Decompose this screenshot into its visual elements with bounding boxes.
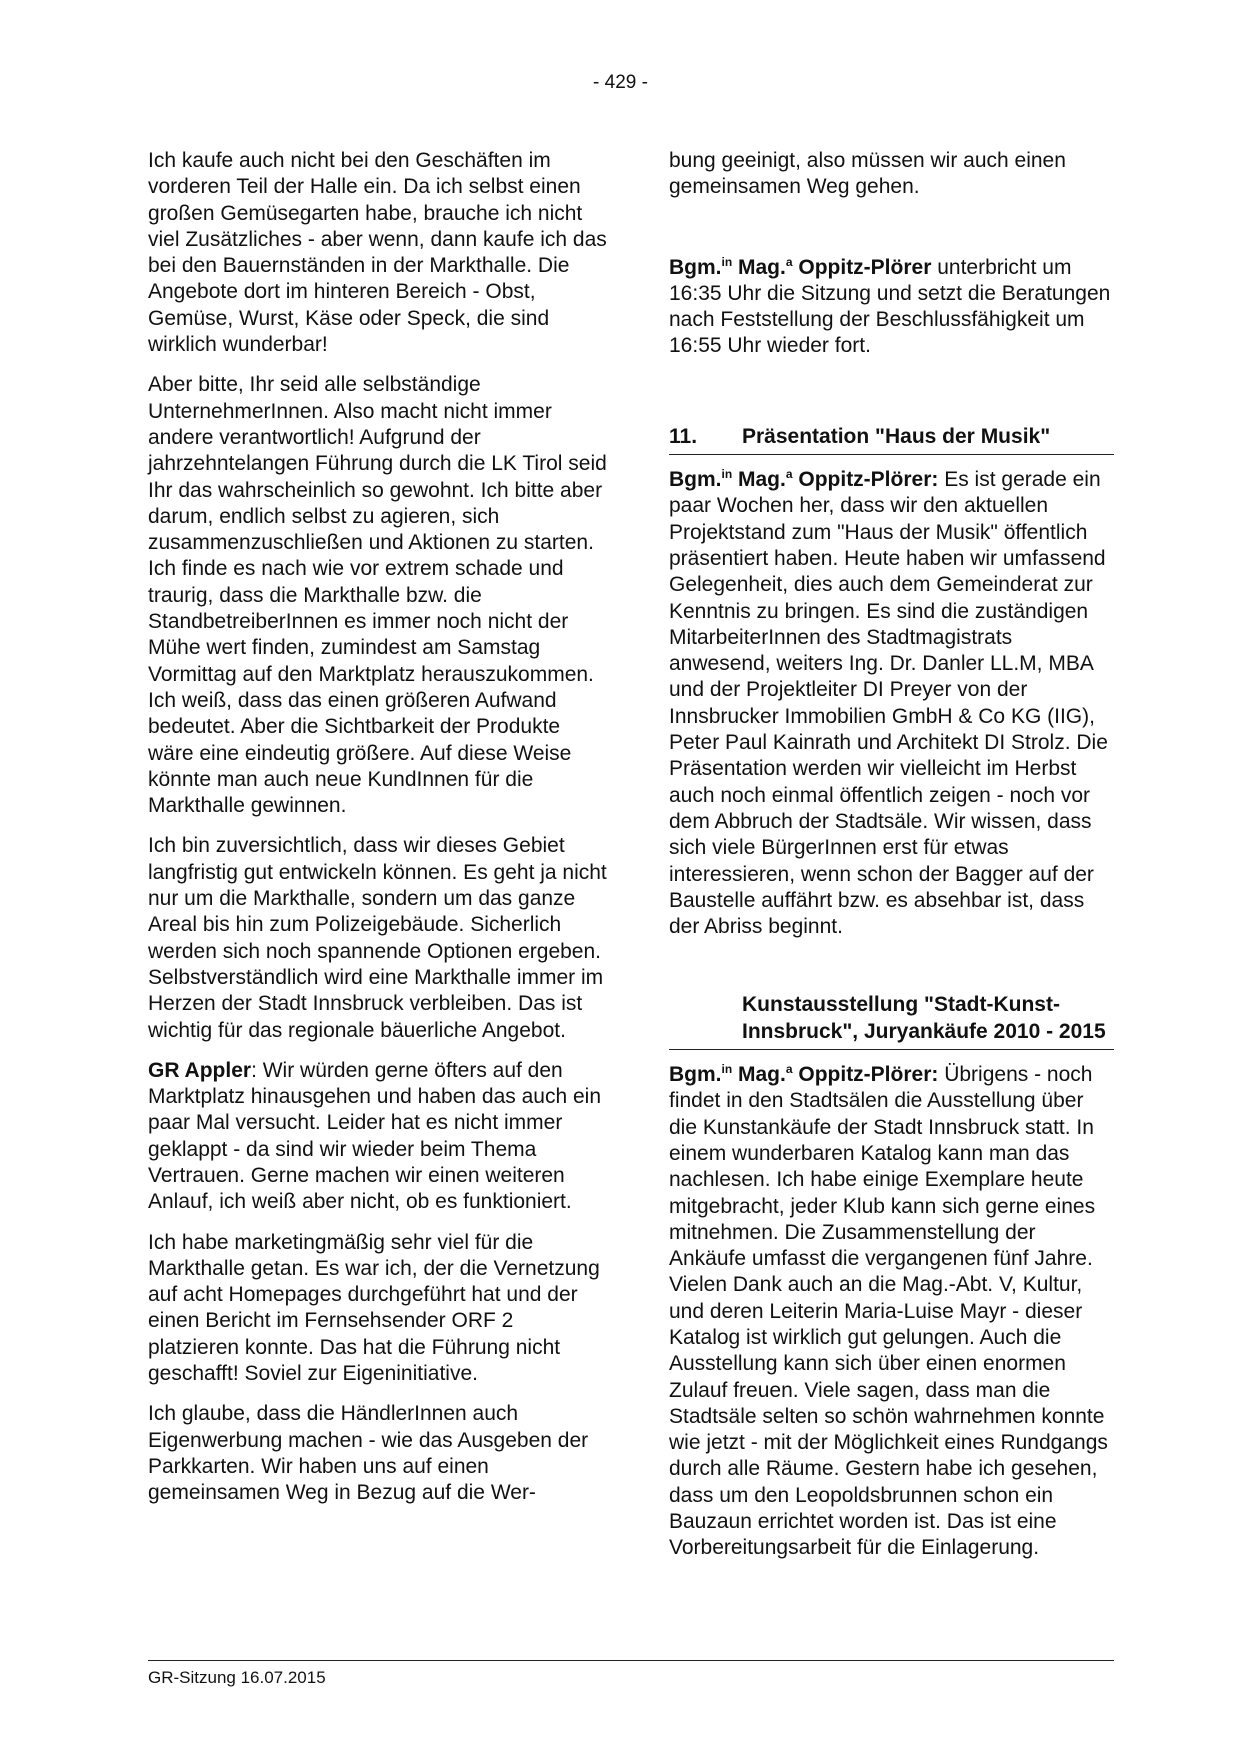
- right-column: [669, 148, 1114, 1576]
- paragraph: [669, 467, 1114, 940]
- paragraph: Ich bin zuversichtlich, dass wir dieses Gebiet langfristig gut entwickeln können. Es geht ja nicht nur um die Markthalle, sondern um das ganze Areal bis hin zum Polizeigebäude. Sicherlich werden sich noch spannende Optionen ergeben. Selbstverständlich wird eine Markthalle immer im Herzen der Stadt Innsbruck verbleiben. Das ist wichtig für das regionale bäuerliche Angebot.: [148, 834, 607, 1042]
- speech-text: unterbricht um 16:35 Uhr die Sitzung und setzt die Beratungen nach Feststellung der Beschlussfähigkeit um 16:55 Uhr wieder fort.: [669, 255, 1111, 358]
- section-heading: [669, 424, 1114, 455]
- paragraph: [669, 255, 1114, 360]
- speech-text: Es ist gerade ein paar Wochen her, dass wir den aktuellen Projektstand zum "Haus der Musik" öffentlich präsentiert haben. Heute haben wir umfassend Gelegenheit, dies auch dem Gemeinderat zur Kenntnis zu bringen. Es sind die zuständigen MitarbeiterInnen des Stadtmagistrats anwesend, weiters Ing. Dr. Danler LL.M, MBA und der Projektleiter DI Preyer von der Innsbrucker Immobilien GmbH & Co KG (IIG), Peter Paul Kainrath und Architekt DI Strolz. Die Präsentation werden wir vielleicht im Herbst auch noch einmal öffentlich zeigen - noch vor dem Abbruch der Stadtsäle. Wir wissen, dass sich viele BürgerInnen erst für etwas interessieren, wenn schon der Bagger auf der Baustelle auffährt bzw. es absehbar ist, dass der Abriss beginnt.: [669, 468, 1108, 939]
- speaker-name: Bgm.$^{in}$ Mag.$^a$ Oppitz-Plörer: [669, 254, 932, 279]
- footer: GR-Sitzung 16.07.2015: [148, 1668, 326, 1687]
- speech-text: Übrigens - noch findet in den Stadtsälen die Ausstellung über die Kunstankäufe der Stadt Innsbruck statt. In einem wunderbaren Katalog kann man das nachlesen. Ich habe einige Exemplare heute mitgebracht, jeder Klub kann sich gerne eines mitnehmen. Die Zusammenstellung der Ankäufe umfasst die vergangenen fünf Jahre. Vielen Dank auch an die Mag.-Abt. V, Kultur, und deren Leiterin Maria-Luise Mayr - dieser Katalog ist wirklich gut gelungen. Auch die Ausstellung kann sich über einen enormen Zulauf freuen. Viele sagen, dass man die Stadtsäle selten so schön wahrnehmen konnte wie jetzt - mit der Möglichkeit eines Rundgangs durch alle Räume. Gestern habe ich gesehen, dass um den Leopoldsbrunnen schon ein Bauzaun errichtet worden ist. Das ist eine Vorbereitungsarbeit für die Einlagerung.: [669, 1063, 1108, 1560]
- section-title: Präsentation "Haus der Musik": [742, 424, 1051, 448]
- paragraph: Ich glaube, dass die HändlerInnen auch Eigenwerbung machen - wie das Ausgeben der Parkkarten. Wir haben uns auf einen gemeinsamen Weg in Bezug auf die Wer-: [148, 1402, 589, 1505]
- paragraph: Ich habe marketingmäßig sehr viel für die Markthalle getan. Es war ich, der die Vernetzung auf acht Homepages durchgeführt hat und der einen Bericht im Fernsehsender ORF 2 platzieren konnte. Das hat die Führung nicht geschafft! Soviel zur Eigeninitiative.: [148, 1230, 600, 1386]
- paragraph: [669, 1062, 1114, 1562]
- speaker-name: Bgm.$^{in}$ Mag.$^a$ Oppitz-Plörer:: [669, 1062, 939, 1087]
- footer-divider: [148, 1660, 1114, 1661]
- speaker-name: Bgm.$^{in}$ Mag.$^a$ Oppitz-Plörer:: [669, 467, 939, 492]
- paragraph: Aber bitte, Ihr seid alle selbständige UnternehmerInnen. Also macht nicht immer andere verantwortlich! Aufgrund der jahrzehntelangen Führung durch die LK Tirol seid Ihr das wahrscheinlich so gewohnt. Ich bitte aber darum, endlich selbst zu agieren, sich zusammenzuschließen und Aktionen zu starten. Ich finde es nach wie vor extrem schade und traurig, dass die Markthalle bzw. die StandbetreiberInnen es immer noch nicht der Mühe wert finden, zumindest am Samstag Vormittag auf den Marktplatz herauszukommen. Ich weiß, dass das einen größeren Aufwand bedeutet. Aber die Sichtbarkeit der Produkte wäre eine eindeutig größere. Auf diese Weise könnte man auch neue KundInnen für die Markthalle gewinnen.: [148, 373, 607, 818]
- speech-text: : Wir würden gerne öfters auf den Marktplatz hinausgehen und haben das auch ein paar Mal versucht. Leider hat es nicht immer geklappt - da sind wir wieder beim Thema Vertrauen. Gerne machen wir einen weiteren Anlauf, ich weiß aber nicht, ob es funktioniert.: [148, 1058, 601, 1214]
- paragraph: [148, 1058, 608, 1216]
- paragraph: bung geeinigt, also müssen wir auch einen gemeinsamen Weg gehen.: [669, 149, 1066, 199]
- left-column: [148, 148, 608, 1521]
- paragraph: Ich kaufe auch nicht bei den Geschäften im vorderen Teil der Halle ein. Da ich selbst einen großen Gemüsegarten habe, brauche ich nicht viel Zusätzliches - aber wenn, dann kaufe ich das bei den Bauernständen in der Markthalle. Die Angebote dort im hinteren Bereich - Obst, Gemüse, Wurst, Käse oder Speck, die sind wirklich wunderbar!: [148, 149, 607, 357]
- speaker-name: GR Appler: [148, 1058, 252, 1082]
- page-number: - 429 -: [593, 72, 648, 93]
- section-number: 11.: [669, 424, 698, 448]
- subsection-heading: Kunstausstellung "Stadt-Kunst-Innsbruck", Juryankäufe 2010 - 2015: [669, 992, 1114, 1050]
